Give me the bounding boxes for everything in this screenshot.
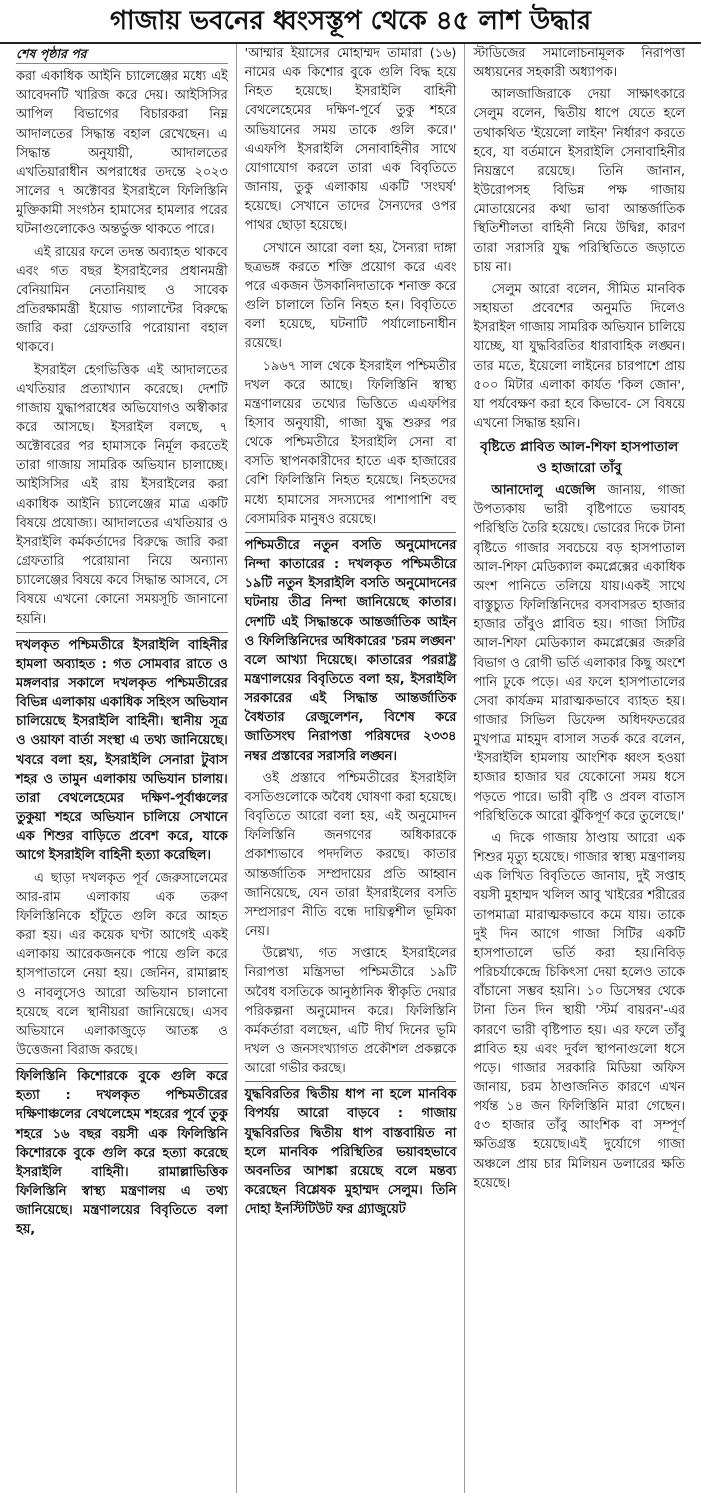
- dateline: শেষ পৃষ্ঠার পর: [16, 44, 228, 64]
- subheading: পশ্চিমতীরে নতুন বসতি অনুমোদনের নিন্দা কাতারের :: [244, 537, 457, 573]
- article-columns: [8, 44, 693, 1493]
- subheading: দখলকৃত পশ্চিমতীরে ইসরাইলি বাহিনীর হামলা অব্যাহত :: [16, 637, 228, 672]
- paragraph: সেলুম আরো বলেন, সীমিত মানবিক সহায়তা প্রবেশের অনুমতি দিলেও ইসরাইল গাজায় সামরিক অভিযান চালিয়ে যাচ্ছে, যা যুদ্ধবিরতির ধারাবাহিক লঙ্ঘন। তার মতে, ইয়েলো লাইনের চারপাশে প্রায় ৫০০ মিটার এলাকা কার্যত 'কিল জোন', যা পর্যবেক্ষণ করা হবে কিভাবে- সে বিষয়ে এখনো সিদ্ধান্ত হয়নি।: [473, 281, 686, 431]
- paragraph: করা একাধিক আইনি চ্যালেঞ্জের মধ্যে এই আবেদনটি খারিজ করে দেয়। আইসিসির আপিল বিভাগের বিচারকরা নিম্ন আদালতের সিদ্ধান্ত বহাল রেখেছেন। এ সিদ্ধান্ত অনুযায়ী, আদালতের এখতিয়ারাধীন অপরাধের তদন্তে ২০২৩ সালের ৭ অক্টোবর ইসরাইলে ফিলিস্তিনি মুক্তিকামী সংগঠন হামাসের হামলার পরের ঘটনাগুলোকেও অন্তর্ভুক্ত থাকতে পারে।: [16, 69, 228, 238]
- agency-name: আনাদোলু এজেন্সি: [491, 483, 596, 499]
- paragraph: উল্লেখ্য, গত সপ্তাহে ইসরাইলের নিরাপত্তা মন্ত্রিসভা পশ্চিমতীরে ১৯টি অবৈধ বসতিকে আনুষ্ঠানিক স্বীকৃতি দেয়ার পরিকল্পনা অনুমোদন করে। ফিলিস্তিনি কর্মকর্তারা বলছেন, এটি দীর্ঘ দিনের ভূমি দখল ও জনসংখ্যাগত প্রকৌশল প্রকল্পকে আরো গভীর করছে।: [244, 946, 457, 1077]
- paragraph: ইসরাইল হেগভিত্তিক এই আদালতের এখতিয়ার প্রত্যাখ্যান করেছে। দেশটি গাজায় যুদ্ধাপরাধের অভিযোগও অস্বীকার করে আসছে। ইসরাইল বলছে, ৭ অক্টোবরের পর হামাসকে নির্মূল করতেই তারা গাজায় সামরিক অভিযান চালাচ্ছে। আইসিসির এই রায় ইসরাইলের করা একাধিক আইনি চ্যালেঞ্জের মাত্র একটি বিষয়ে প্রযোজ্য। আদালতের এখতিয়ার ও ইসরাইলি কর্মকর্তাদের বিরুদ্ধে জারি করা গ্রেফতারি পরোয়ানা নিয়ে অন্যান্য চ্যালেঞ্জের বিষয়ে কবে সিদ্ধান্ত আসবে, সে বিষয়ে এখনো কোনো সময়সূচি জানানো হয়নি।: [16, 362, 228, 627]
- paragraph-text: জানায়, গাজা উপত্যকায় ভারী বৃষ্টিপাতে ভয়াবহ পরিস্থিতি তৈরি হয়েছে। ভোরের দিকে টানা বৃষ্টিতে গাজার সবচেয়ে বড় হাসপাতাল আল-শিফা মেডিক্যাল কমপ্লেক্সের একাধিক অংশ পানিতে তলিয়ে যায়।একই সাথে বাস্তুচ্যুত ফিলিস্তিনিদের বসবাসরত হাজার হাজার তাঁবুও প্লাবিত হয়। গাজা সিটির আল-শিফা মেডিক্যাল কমপ্লেক্সের জরুরি বিভাগ ও রোগী ভর্তি এলাকার কিছু অংশে পানি ঢুকে পড়ে। এর ফলে হাসপাতালের সেবা কার্যক্রম মারাত্মকভাবে ব্যাহত হয়। গাজার সিভিল ডিফেন্স অধিদফতরের মুখপাত্র মাহমুদ বাসাল সতর্ক করে বলেন, 'ইসরাইলি হামলায় আংশিক ধ্বংস হওয়া হাজার হাজার ঘর যেকোনো সময় ধসে পড়তে পারে। ভারী বৃষ্টি ও প্রবল বাতাস পরিস্থিতিকে আরো ঝুঁকিপূর্ণ করে তুলেছে।': [473, 483, 686, 824]
- section-with-subhead: [245, 1081, 457, 1219]
- section-with-agency: [473, 481, 685, 826]
- paragraph: 'আম্মার ইয়াসের মোহাম্মদ তামারা (১৬) নামের এক কিশোর বুকে গুলি বিদ্ধ হয়ে নিহত হয়েছে। ইসরাইলি বাহিনী বেথলেহেমের দক্ষিণ-পূর্বে তুকু শহরে অভিযানের সময় তাকে গুলি করে।' এএফপি ইসরাইলি সেনাবাহিনীর সাথে যোগাযোগ করলে তারা এক বিবৃতিতে জানায়, তুকু এলাকায় একটি 'সংঘর্ষ' হয়েছে। সেখানে তাদের সৈন্যদের ওপর পাথর ছোড়া হয়েছে।: [244, 46, 457, 234]
- paragraph-text: গত সোমবার রাতে ও মঙ্গলবার সকালে দখলকৃত পশ্চিমতীরের বিভিন্ন এলাকায় একাধিক সহিংস অভিযান চালিয়েছে ইসরাইলি বাহিনী। স্থানীয় সূত্র ও ওয়াফা বার্তা সংস্থা এ তথ্য জানিয়েছে। খবরে বলা হয়, ইসরাইলি সেনারা টুবাস শহর ও তামুন এলাকায় অভিযান চালায়। তারা বেথলেহেমের দক্ষিণ-পূর্বাঞ্চলের তুকুয়া শহরে অভিযান চালিয়ে সেখানে এক শিশুর বাড়িতে প্রবেশ করে, যাকে আগে ইসরাইলি বাহিনী হত্যা করেছিল।: [16, 656, 228, 864]
- paragraph: আলজাজিরাকে দেয়া সাক্ষাৎকারে সেলুম বলেন, দ্বিতীয় ধাপে যেতে হলে তথাকথিত 'ইয়েলো লাইন' নির্ধারণ করতে হবে, যা বর্তমানে ইসরাইলি সেনাবাহিনীর নিয়ন্ত্রণে রয়েছে। তিনি জানান, ইউরোপসহ বিভিন্ন পক্ষ গাজায় মোতায়েনের কথা ভাবা আন্তর্জাতিক স্থিতিশীলতা বাহিনী নিয়ে উদ্বিগ্ন, কারণ তারা সরাসরি যুদ্ধ পরিস্থিতিতে জড়াতে চায় না।: [473, 87, 686, 275]
- paragraph: স্টাডিজের সমালোচনামূলক নিরাপত্তা অধ্যয়নের সহকারী অধ্যাপক।: [473, 46, 686, 81]
- section-with-subhead: [245, 532, 457, 766]
- headline: গাজায় ভবনের ধ্বংসস্তূপ থেকে ৪৫ লাশ উদ্ধার: [0, 0, 701, 44]
- paragraph: ১৯৬৭ সাল থেকে ইসরাইল পশ্চিমতীর দখল করে আছে। ফিলিস্তিনি স্বাস্থ্য মন্ত্রণালয়ের তথ্যের ভিত্তিতে এএফপির হিসাব অনুযায়ী, গাজা যুদ্ধ শুরুর পর থেকে পশ্চিমতীরে ইসরাইলি সেনা বা বসতি স্থাপনকারীদের হাতে এক হাজারের বেশি ফিলিস্তিনি নিহত হয়েছে। নিহতদের মধ্যে হামাসের সদস্যদের পাশাপাশি বহু বেসামরিক মানুষও রয়েছে।: [244, 358, 457, 527]
- subheading: বৃষ্টিতে প্লাবিত আল-শিফা হাসপাতাল ও হাজারো তাঁবু: [480, 439, 679, 477]
- paragraph-text: দখলকৃত পশ্চিমতীরে ১৯টি নতুন ইসরাইলি বসতি অনুমোদনের ঘটনায় তীব্র নিন্দা জানিয়েছে কাতার। দেশটি এই সিদ্ধান্তকে আন্তর্জাতিক আইন ও ফিলিস্তিনিদের অধিকারের 'চরম লঙ্ঘন' বলে আখ্যা দিয়েছে। কাতারের পররাষ্ট্র মন্ত্রণালয়ের বিবৃতিতে বলা হয়, ইসরাইলি সরকারের এই সিদ্ধান্ত আন্তর্জাতিক বৈধতার রেজুলেশন, বিশেষ করে জাতিসংঘ নিরাপত্তা পরিষদের ২৩৩৪ নম্বর প্রস্তাবের সরাসরি লঙ্ঘন।: [244, 557, 457, 764]
- subheading: ফিলিস্তিনি কিশোরকে বুকে গুলি করে হত্যা :: [16, 1069, 228, 1104]
- paragraph: এ দিকে গাজায় ঠাণ্ডায় আরো এক শিশুর মৃত্যু হয়েছে। গাজার স্বাস্থ্য মন্ত্রণালয় এক লিখিত বিবৃতিতে জানায়, দুই সপ্তাহ বয়সী মুহাম্মদ খলিল আবু খাইরের শরীরের তাপমাত্রা মারাত্মকভাবে কমে যায়। তাকে দুই দিন আগে গাজা সিটির একটি হাসপাতালে ভর্তি করা হয়।নিবিড় পরিচর্যাকেন্দ্রে চিকিৎসা দেয়া হলেও তাকে বাঁচানো সম্ভব হয়নি। ১০ ডিসেম্বর থেকে টানা তিন দিন স্থায়ী 'স্টর্ম বায়রন'-এর কারণে ভারী বৃষ্টিপাত হয়। এর ফলে তাঁবু প্লাবিত হয় এবং দুর্বল স্থাপনাগুলো ধসে পড়ে। গাজার সরকারি মিডিয়া অফিস জানায়, চরম ঠাণ্ডাজনিত কারণে এখন পর্যন্ত ১৪ জন ফিলিস্তিনি মারা গেছেন। ৫৩ হাজার তাঁবু আংশিক বা সম্পূর্ণ ক্ষতিগ্রস্ত হয়েছে।এই দুর্যোগে গাজা অঞ্চলে প্রায় চার মিলিয়ন ডলারের ক্ষতি হয়েছে।: [473, 830, 686, 1191]
- subheading: যুদ্ধবিরতির দ্বিতীয় ধাপ না হলে মানবিক বিপর্যয় আরো বাড়বে :: [244, 1087, 457, 1122]
- section-with-subhead: [16, 632, 228, 866]
- column-3: [464, 44, 693, 1493]
- paragraph: এ ছাড়া দখলকৃত পূর্ব জেরুসালেমের আর-রাম এলাকায় এক তরুণ ফিলিস্তিনিকে হাঁটুতে গুলি করে আহত করা হয়। এর কয়েক ঘণ্টা আগেই একই এলাকায় আরেকজনকে পায়ে গুলি করে হাসপাতালে নেয়া হয়। জেনিন, রামাল্লাহ ও নাবলুসেও আরো অভিযান চালানো হয়েছে বলে স্থানীয়রা জানিয়েছে। এসব অভিযানে এলাকাজুড়ে আতঙ্ক ও উত্তেজনা বিরাজ করছে।: [16, 870, 228, 1058]
- column-2: [236, 44, 465, 1493]
- paragraph: এই রায়ের ফলে তদন্ত অব্যাহত থাকবে এবং গত বছর ইসরাইলের প্রধানমন্ত্রী বেনিয়ামিন নেতানিয়াহু ও সাবেক প্রতিরক্ষামন্ত্রী ইয়োভ গ্যালান্টের বিরুদ্ধে জারি করা গ্রেফতারি পরোয়ানা বহাল থাকবে।: [16, 244, 228, 356]
- paragraph: সেখানে আরো বলা হয়, সৈন্যরা দাঙ্গা ছত্রভঙ্গ করতে শক্তি প্রয়োগ করে এবং পরে একজন উসকানিদাতাকে শনাক্ত করে গুলি চালালে তিনি নিহত হন। বিবৃতিতে বলা হয়েছে, ঘটনাটি পর্যালোচনাধীন রয়েছে।: [244, 240, 457, 352]
- paragraph: ওই প্রস্তাবে পশ্চিমতীরের ইসরাইলি বসতিগুলোকে অবৈধ ঘোষণা করা হয়েছে। বিবৃতিতে আরো বলা হয়, এই অনুমোদন ফিলিস্তিনি জনগণের অধিকারকে প্রকাশ্যভাবে পদদলিত করছে। কাতার আন্তর্জাতিক সম্প্রদায়ের প্রতি আহ্বান জানিয়েছে, যেন তারা ইসরাইলের বসতি সম্প্রসারণ নীতি বন্ধে দায়িত্বশীল ভূমিকা নেয়।: [244, 770, 457, 940]
- section-with-subhead: [16, 1063, 228, 1239]
- paragraph-text: গাজায় যুদ্ধবিরতির দ্বিতীয় ধাপ বাস্তবায়িত না হলে মানবিক পরিস্থিতির ভয়াবহভাবে অবনতির আশঙ্কা রয়েছে বলে মন্তব্য করেছেন বিশ্লেষক মুহাম্মদ সেলুম। তিনি দোহা ইনস্টিটিউট ফর গ্র্যাজুয়েট: [244, 1106, 457, 1218]
- paragraph-text: দখলকৃত পশ্চিমতীরের দক্ষিণাঞ্চলের বেথলেহেম শহরের পূর্বে তুকু শহরে ১৬ বছর বয়সী এক ফিলিস্তিনি কিশোরকে বুকে গুলি করে হত্যা করেছে ইসরাইলি বাহিনী। রামাল্লাভিত্তিক ফিলিস্তিনি স্বাস্থ্য মন্ত্রণালয় এ তথ্য জানিয়েছে। মন্ত্রণালয়ের বিবৃতিতে বলা হয়,: [16, 1088, 228, 1238]
- column-1: [8, 44, 236, 1493]
